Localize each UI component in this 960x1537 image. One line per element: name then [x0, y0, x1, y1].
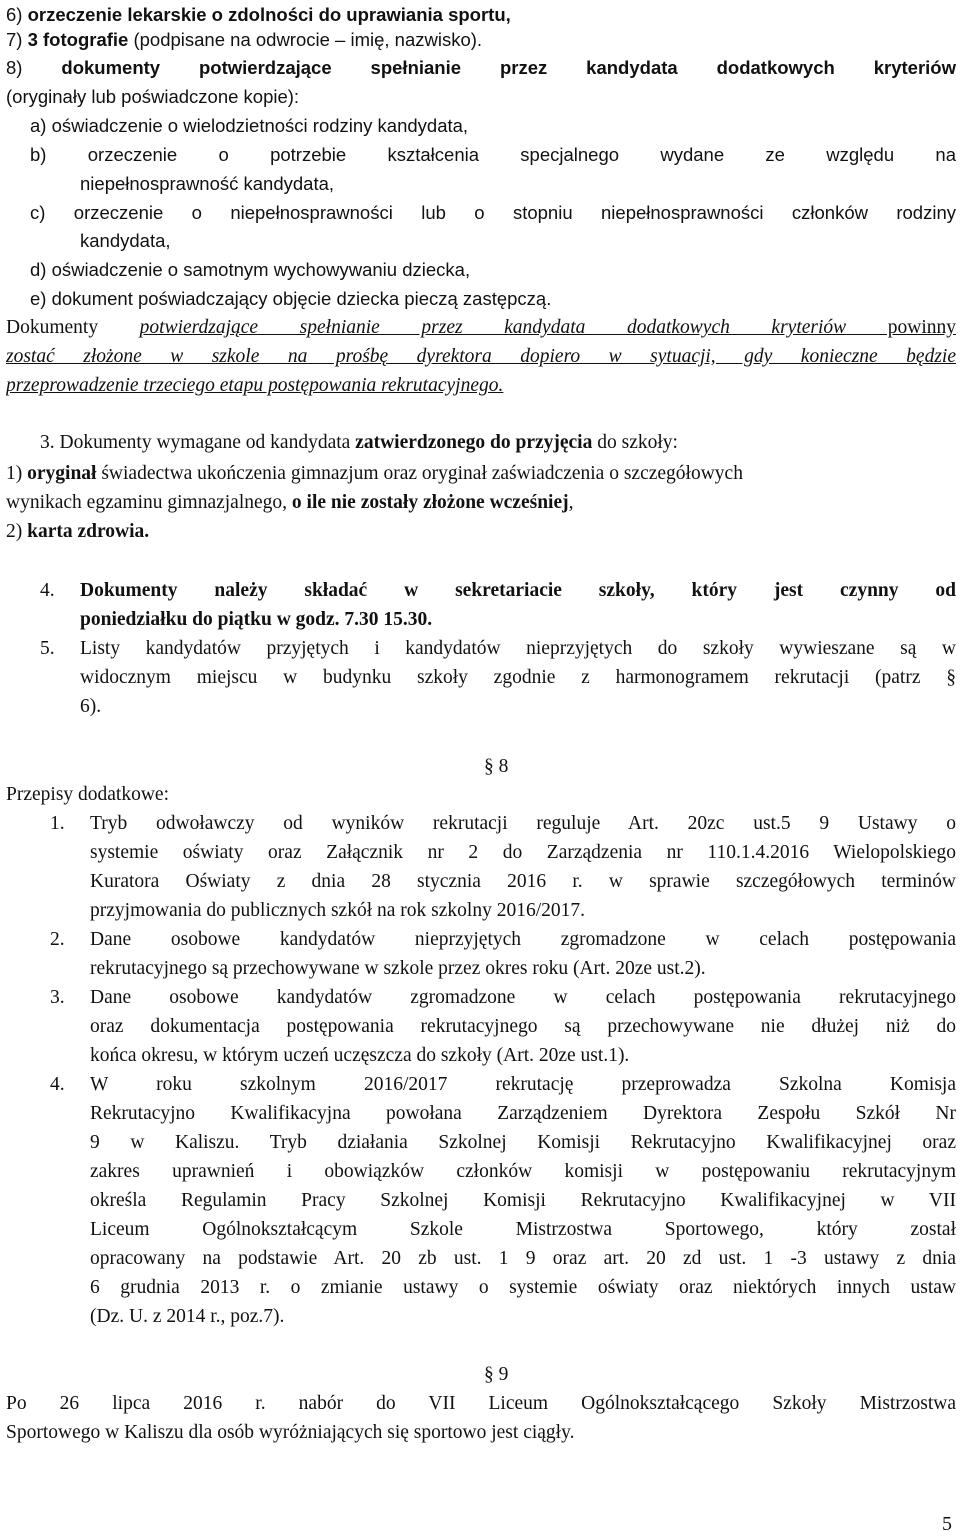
subitem-d: d) oświadczenie o samotnym wychowywaniu dziecka,	[30, 259, 471, 280]
subitem-b-cont: niepełnosprawność kandydata,	[80, 173, 335, 194]
paragraph-9-line-1: Po 26 lipca 2016 r. nabór do VII Liceum Ogólnokształcącego Szkoły Mistrzostwa	[6, 1393, 956, 1414]
section-5-number: 5.	[40, 638, 55, 659]
paragraph-8-intro: Przepisy dodatkowe:	[6, 784, 170, 805]
rule-4-line-9: (Dz. U. z 2014 r., poz.7).	[90, 1306, 285, 1327]
section-5-line-3: 6).	[80, 696, 102, 717]
rule-4-line-2: Rekrutacyjno Kwalifikacyjna powołana Zarządzeniem Dyrektora Zespołu Szkół Nr	[90, 1103, 956, 1124]
section-5-line-1: Listy kandydatów przyjętych i kandydatów nieprzyjętych do szkoły wywieszane są w	[80, 638, 956, 659]
rule-4-line-4: zakres uprawnień i obowiązków członków komisji w postępowaniu rekrutacyjnym	[90, 1161, 956, 1182]
rule-1-line-4: przyjmowania do publicznych szkół na rok szkolny 2016/2017.	[90, 900, 585, 921]
note-line-2: zostać złożone w szkole na prośbę dyrektora dopiero w sytuacji, gdy konieczne będzie	[6, 346, 956, 367]
rule-3-line-2: oraz dokumentacja postępowania rekrutacyjnego są przechowywane nie dłużej niż do	[90, 1016, 956, 1037]
subitem-c-cont: kandydata,	[80, 230, 171, 251]
rule-4-line-7: opracowany na podstawie Art. 20 zb ust. 1 9 oraz art. 20 zd ust. 1 -3 ustawy z dnia	[90, 1248, 956, 1269]
subitem-c: c) orzeczenie o niepełnosprawności lub o stopniu niepełnosprawności członków rodziny	[30, 202, 956, 223]
rule-3-line-1: Dane osobowe kandydatów zgromadzone w celach postępowania rekrutacyjnego	[90, 987, 956, 1008]
paragraph-9-line-2: Sportowego w Kaliszu dla osób wyróżniających się sportowo jest ciągły.	[6, 1422, 575, 1443]
rule-2-line-2: rekrutacyjnego są przechowywane w szkole przez okres roku (Art. 20ze ust.2).	[90, 958, 706, 979]
rule-1-line-1: Tryb odwoławczy od wyników rekrutacji reguluje Art. 20zc ust.5 9 Ustawy o	[90, 813, 956, 834]
rule-3-number: 3.	[50, 987, 65, 1008]
rule-2-number: 2.	[50, 929, 65, 950]
section-3-heading: 3. Dokumenty wymagane od kandydata zatwierdzonego do przyjęcia do szkoły:	[40, 432, 678, 453]
paragraph-9-heading: § 9	[484, 1364, 509, 1385]
list-item-8-cont: (oryginały lub poświadczone kopie):	[6, 86, 300, 107]
note-line-3: przeprowadzenie trzeciego etapu postępowania rekrutacyjnego.	[6, 375, 504, 396]
rule-1-line-3: Kuratora Oświaty z dnia 28 stycznia 2016 r. w sprawie szczegółowych terminów	[90, 871, 956, 892]
rule-4-line-1: W roku szkolnym 2016/2017 rekrutację przeprowadza Szkolna Komisja	[90, 1074, 956, 1095]
list-item-8: 8) dokumenty potwierdzające spełnianie przez kandydata dodatkowych kryteriów	[6, 57, 956, 78]
list-item-7: 7) 3 fotografie (podpisane na odwrocie – imię, nazwisko).	[6, 29, 483, 50]
list-item-6: 6) orzeczenie lekarskie o zdolności do uprawiania sportu,	[6, 4, 511, 25]
section-3-item-1: 1) oryginał świadectwa ukończenia gimnazjum oraz oryginał zaświadczenia o szczegółowych	[6, 463, 743, 484]
note-line-1: Dokumenty potwierdzające spełnianie przez kandydata dodatkowych kryteriów powinny	[6, 317, 956, 338]
rule-4-line-5: określa Regulamin Pracy Szkolnej Komisji Rekrutacyjno Kwalifikacyjnej w VII	[90, 1190, 956, 1211]
rule-4-line-8: 6 grudnia 2013 r. o zmianie ustawy o systemie oświaty oraz niektórych innych ustaw	[90, 1277, 956, 1298]
page-number: 5	[942, 1513, 952, 1535]
subitem-e: e) dokument poświadczający objęcie dziecka pieczą zastępczą.	[30, 288, 552, 309]
section-4-line-2: poniedziałku do piątku w godz. 7.30 15.30.	[80, 609, 433, 630]
section-4-line-1: Dokumenty należy składać w sekretariacie szkoły, który jest czynny od	[80, 580, 956, 601]
rule-1-line-2: systemie oświaty oraz Załącznik nr 2 do Zarządzenia nr 110.1.4.2016 Wielopolskiego	[90, 842, 956, 863]
section-3-item-2: 2) karta zdrowia.	[6, 521, 150, 542]
subitem-a: a) oświadczenie o wielodzietności rodziny kandydata,	[30, 115, 469, 136]
rule-3-line-3: końca okresu, w którym uczeń uczęszcza do szkoły (Art. 20ze ust.1).	[90, 1045, 630, 1066]
rule-4-number: 4.	[50, 1074, 65, 1095]
rule-1-number: 1.	[50, 813, 65, 834]
section-5-line-2: widocznym miejscu w budynku szkoły zgodnie z harmonogramem rekrutacji (patrz §	[80, 667, 956, 688]
section-3-item-1-cont: wynikach egzaminu gimnazjalnego, o ile nie zostały złożone wcześniej,	[6, 492, 574, 513]
subitem-b: b) orzeczenie o potrzebie kształcenia specjalnego wydane ze względu na	[30, 144, 956, 165]
rule-4-line-6: Liceum Ogólnokształcącym Szkole Mistrzostwa Sportowego, który został	[90, 1219, 956, 1240]
section-4-number: 4.	[40, 580, 55, 601]
rule-4-line-3: 9 w Kaliszu. Tryb działania Szkolnej Komisji Rekrutacyjno Kwalifikacyjnej oraz	[90, 1132, 956, 1153]
paragraph-8-heading: § 8	[484, 756, 509, 777]
rule-2-line-1: Dane osobowe kandydatów nieprzyjętych zgromadzone w celach postępowania	[90, 929, 956, 950]
